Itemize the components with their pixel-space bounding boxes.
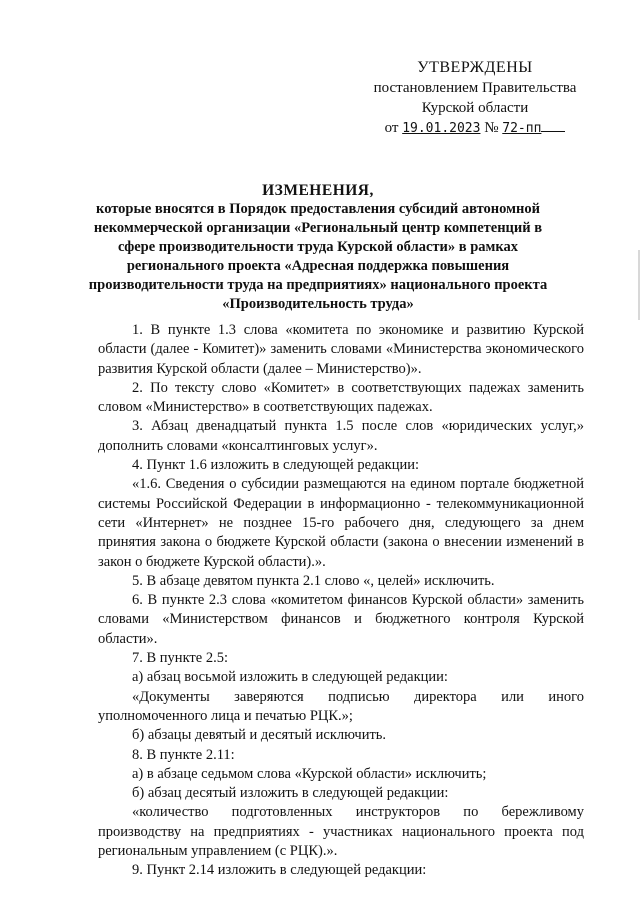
document-title (88, 181, 548, 314)
approval-stamp (360, 58, 590, 139)
approval-number: 72-пп (502, 121, 542, 136)
approval-line-1: постановлением Правительства (373, 80, 577, 96)
number-underline (541, 119, 565, 132)
paragraph: 8. В пункте 2.11: (132, 746, 235, 763)
approval-line-2: Курской области (421, 100, 529, 116)
paragraph: «количество подготовленных инструкторов по бережливому производству на предприятиях - участниках национального проекта под региональным управлением (с РЦК).». (98, 804, 584, 860)
number-sign: № (484, 120, 499, 136)
paragraph: 1. В пункте 1.3 слова «комитета по экономике и развитию Курской области (далее - Комитет)» заменить словами «Министерства экономического развития Курской области (далее – Министерство)». (98, 322, 584, 377)
paragraph: «Документы заверяются подписью директора или иного уполномоченного лица и печатью РЦК.»; (98, 688, 584, 724)
approval-date: 19.01.2023 (402, 121, 481, 136)
title-main: ИЗМЕНЕНИЯ, (262, 182, 374, 199)
paragraph: 5. В абзаце девятом пункта 2.1 слово «, целей» исключить. (132, 572, 495, 589)
paragraph: б) абзацы девятый и десятый исключить. (132, 727, 387, 744)
paragraph: а) в абзаце седьмом слова «Курской области» исключить; (132, 765, 487, 782)
paragraph: б) абзац десятый изложить в следующей редакции: (132, 785, 449, 802)
date-prefix: от (384, 120, 399, 136)
paragraph: а) абзац восьмой изложить в следующей редакции: (132, 669, 448, 686)
document-body (98, 321, 584, 881)
title-subtitle: которые вносятся в Порядок предоставления субсидий автономной некоммерческой организации «Региональный центр компетенций в сфере производительности труда Курской области» в рамках регионального проекта «Адресная поддержка повышения производительности труда на предприятиях» национального проекта «Производительность труда» (88, 201, 548, 312)
approval-dateline (360, 118, 590, 139)
paragraph: 7. В пункте 2.5: (132, 650, 228, 667)
paragraph: 2. По тексту слово «Комитет» в соответствующих падежах заменить словом «Министерство» в соответствующих падежах. (98, 379, 584, 416)
approval-heading: УТВЕРЖДЕНЫ (417, 59, 533, 76)
paragraph: 6. В пункте 2.3 слова «комитетом финансов Курской области» заменить словами «Министерством финансов и бюджетного контроля Курской области». (98, 592, 584, 647)
paragraph: 3. Абзац двенадцатый пункта 1.5 после слов «юридических услуг,» дополнить словами «консалтинговых услуг». (98, 418, 584, 454)
paragraph: 9. Пункт 2.14 изложить в следующей редакции: (132, 862, 427, 879)
paragraph: 4. Пункт 1.6 изложить в следующей редакции: (132, 457, 420, 474)
paragraph: «1.6. Сведения о субсидии размещаются на едином портале бюджетной системы Российской Федерации в информационно - телекоммуникационной сети «Интернет» не позднее 15-го рабочего дня, следующего за днем принятия закона о бюджете Курской области (закона о внесении изменений в закон о бюджете Курской области).». (98, 476, 584, 570)
